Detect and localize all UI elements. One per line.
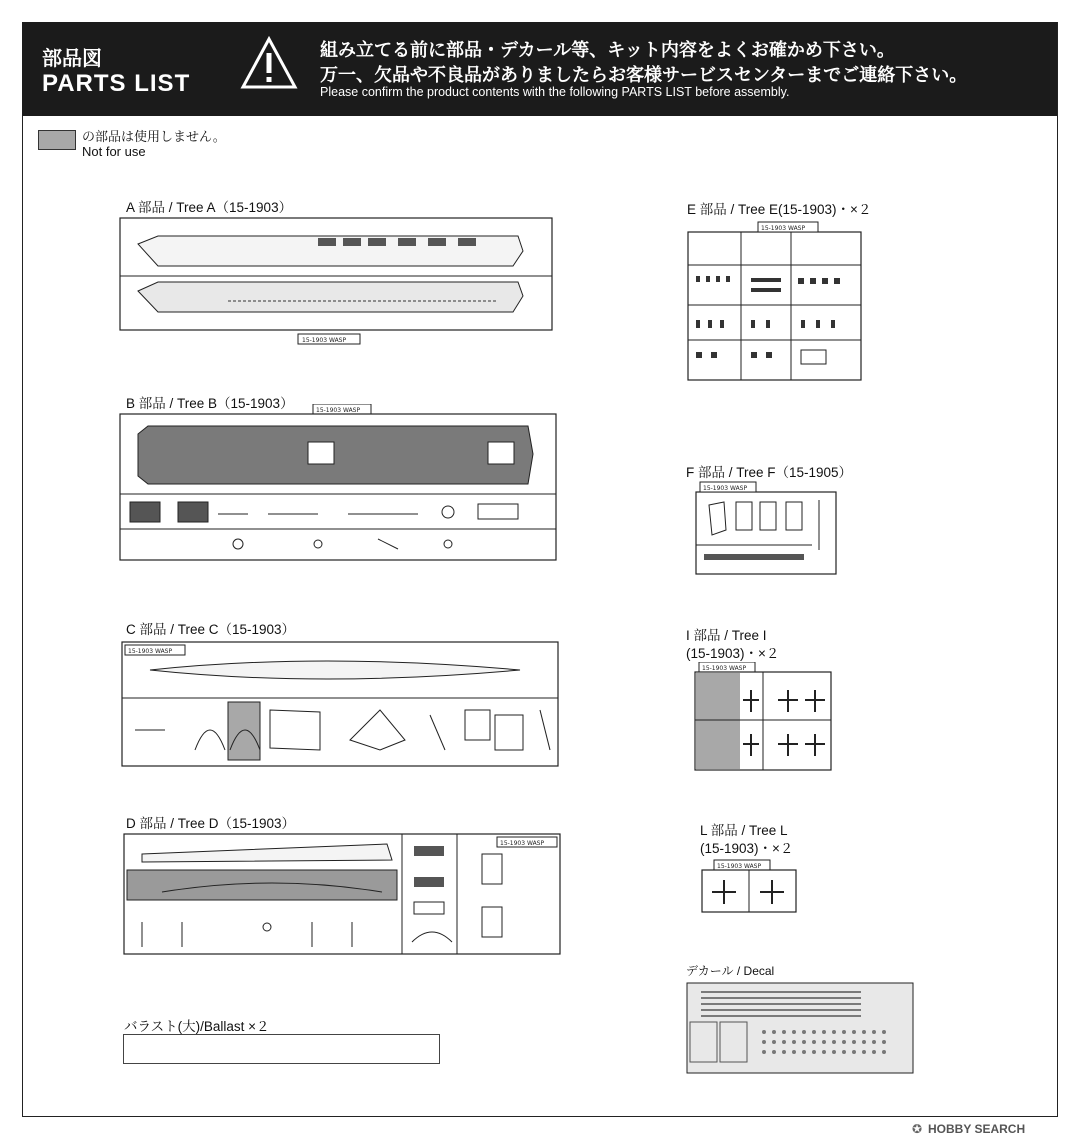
tree-e-sprue (686, 220, 864, 382)
tree-d-code: 15-1903 WASP (500, 840, 545, 847)
tree-d-sprue (122, 832, 562, 956)
tree-a-label: A 部品 / Tree A（15-1903） (126, 200, 293, 215)
tree-i-sprue (693, 662, 833, 772)
tree-l-sprue (700, 858, 800, 914)
tree-e-label: E 部品 / Tree E(15-1903)・×２ (687, 202, 872, 217)
title-en: PARTS LIST (42, 70, 191, 97)
tree-e-code: 15-1903 WASP (761, 225, 806, 232)
warning-line-1: 組み立てる前に部品・デカール等、キット内容をよくお確かめ下さい。 (320, 40, 895, 61)
tree-b-label: B 部品 / Tree B（15-1903） (126, 396, 294, 411)
tree-l-label-2: (15-1903)・×２ (700, 841, 794, 856)
warning-line-3: Please confirm the product contents with the following PARTS LIST before assembly. (320, 85, 790, 99)
tree-i-label-1: I 部品 / Tree I (686, 628, 767, 643)
tree-b-sprue (118, 404, 560, 562)
tree-i-code: 15-1903 WASP (702, 665, 747, 672)
tree-b-code: 15-1903 WASP (316, 407, 361, 414)
ballast-label: バラスト(大)/Ballast ×２ (124, 1019, 270, 1034)
header-banner (22, 22, 1057, 116)
title-jp: 部品図 (42, 46, 102, 70)
not-for-use-swatch (38, 130, 76, 150)
ballast-box (123, 1034, 440, 1064)
tree-i-label-2: (15-1903)・×２ (686, 646, 780, 661)
legend-jp: の部品は使用しません。 (82, 130, 226, 145)
tree-d-label: D 部品 / Tree D（15-1903） (126, 816, 296, 831)
tree-a-sprue (118, 216, 556, 346)
tree-l-label-1: L 部品 / Tree L (700, 823, 788, 838)
warning-line-2: 万一、欠品や不良品がありましたらお客様サービスセンターまでご連絡下さい。 (320, 65, 968, 86)
tree-f-code: 15-1903 WASP (703, 485, 748, 492)
legend-en: Not for use (82, 144, 146, 159)
tree-f-sprue (694, 480, 838, 576)
warning-triangle-icon (240, 36, 298, 90)
tree-l-code: 15-1903 WASP (717, 863, 762, 870)
hobby-search-logo-icon: ✪ (912, 1122, 923, 1136)
decal-label: デカール / Decal (686, 964, 775, 978)
tree-c-sprue (120, 640, 560, 768)
tree-c-code: 15-1903 WASP (128, 648, 173, 655)
watermark: HOBBY SEARCH (928, 1122, 1026, 1136)
tree-f-label: F 部品 / Tree F（15-1905） (686, 465, 853, 480)
tree-c-label: C 部品 / Tree C（15-1903） (126, 622, 296, 637)
decal-sheet (686, 982, 914, 1074)
tree-a-code: 15-1903 WASP (302, 337, 347, 344)
